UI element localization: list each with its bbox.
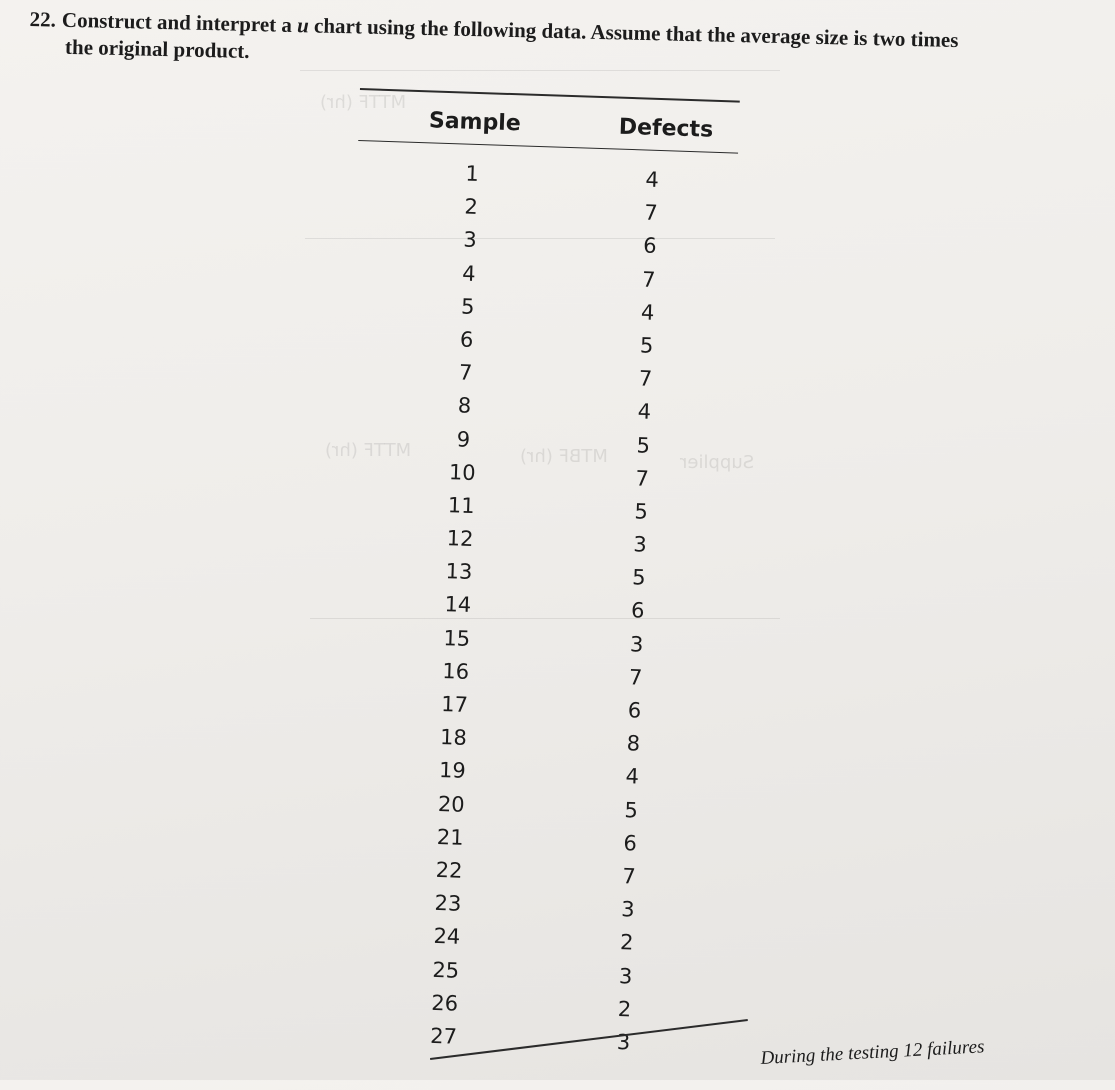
sample-cell: 22 xyxy=(435,857,463,883)
bleed-through-text: Supplier xyxy=(680,452,755,473)
sample-cell: 11 xyxy=(447,493,475,518)
sample-cell: 17 xyxy=(440,692,469,717)
table-body xyxy=(328,154,738,1062)
sample-cell: 2 xyxy=(464,194,479,220)
defects-cell: 7 xyxy=(638,366,653,391)
defects-cell: 5 xyxy=(634,499,649,524)
defects-cell: 8 xyxy=(626,731,641,756)
defects-cell: 3 xyxy=(618,963,633,989)
problem-text-line2: the original product. xyxy=(64,34,250,63)
sample-cell: 20 xyxy=(437,791,466,817)
defects-cell: 7 xyxy=(628,665,643,690)
defects-cell: 5 xyxy=(631,565,646,590)
table-top-rule xyxy=(360,88,740,103)
defects-cell: 3 xyxy=(616,1029,631,1055)
defects-cell: 7 xyxy=(621,864,637,889)
sample-cell: 5 xyxy=(460,294,475,319)
defects-cell: 4 xyxy=(640,300,655,325)
sample-cell: 13 xyxy=(445,559,473,585)
problem-variable: u xyxy=(296,13,310,38)
defects-cell: 6 xyxy=(623,830,638,856)
column-header-defects: Defects xyxy=(618,114,714,143)
problem-number: 22. xyxy=(29,6,57,32)
defects-cell: 5 xyxy=(639,333,654,358)
sample-cell: 1 xyxy=(465,161,480,186)
sample-cell: 8 xyxy=(457,393,472,419)
defects-cell: 4 xyxy=(637,399,652,425)
defects-cell: 4 xyxy=(625,764,640,789)
bleed-through-text: MTTF (hr) xyxy=(320,92,407,113)
defects-cell: 6 xyxy=(627,698,642,723)
defects-cell: 3 xyxy=(620,897,635,922)
sample-cell: 6 xyxy=(459,327,474,352)
problem-statement xyxy=(29,6,1030,83)
bleed-through-text: MTBF (hr) xyxy=(520,446,608,467)
defects-cell: 6 xyxy=(630,598,645,624)
data-table xyxy=(327,88,745,1090)
defects-cell: 2 xyxy=(619,930,634,955)
sample-cell: 25 xyxy=(432,957,460,983)
sample-cell: 16 xyxy=(441,658,470,684)
problem-text-start: Construct and interpret a xyxy=(61,7,293,37)
defects-cell: 7 xyxy=(643,200,659,226)
next-problem-fragment: During the testing 12 failures xyxy=(760,1036,985,1069)
column-header-sample: Sample xyxy=(428,108,522,137)
sample-cell: 10 xyxy=(448,459,477,485)
sample-cell: 21 xyxy=(436,824,464,850)
sample-cell: 23 xyxy=(434,891,462,916)
defects-cell: 4 xyxy=(645,167,660,192)
defects-cell: 3 xyxy=(629,631,644,657)
sample-cell: 9 xyxy=(456,426,471,452)
sample-cell: 14 xyxy=(444,592,472,618)
sample-cell: 24 xyxy=(433,924,461,950)
bleed-through-text: MTTF (hr) xyxy=(325,440,412,461)
sample-cell: 7 xyxy=(458,360,473,385)
defects-cell: 7 xyxy=(635,466,650,491)
defects-cell: 7 xyxy=(641,267,656,292)
table-header-rule xyxy=(358,140,738,154)
defects-cell: 5 xyxy=(636,432,651,458)
sample-cell: 18 xyxy=(439,725,468,751)
sample-cell: 26 xyxy=(430,990,459,1016)
defects-cell: 6 xyxy=(642,233,658,259)
sample-cell: 3 xyxy=(462,227,478,253)
sample-cell: 4 xyxy=(461,261,476,286)
sample-cell: 19 xyxy=(438,758,467,784)
sample-cell: 15 xyxy=(443,625,471,651)
sample-cell: 12 xyxy=(446,526,474,552)
problem-text-rest: chart using the following data. Assume that the average size is two times xyxy=(313,13,959,53)
sample-cell: 27 xyxy=(429,1023,458,1049)
defects-cell: 3 xyxy=(632,532,648,557)
defects-cell: 5 xyxy=(624,797,639,823)
defects-cell: 2 xyxy=(617,996,632,1022)
